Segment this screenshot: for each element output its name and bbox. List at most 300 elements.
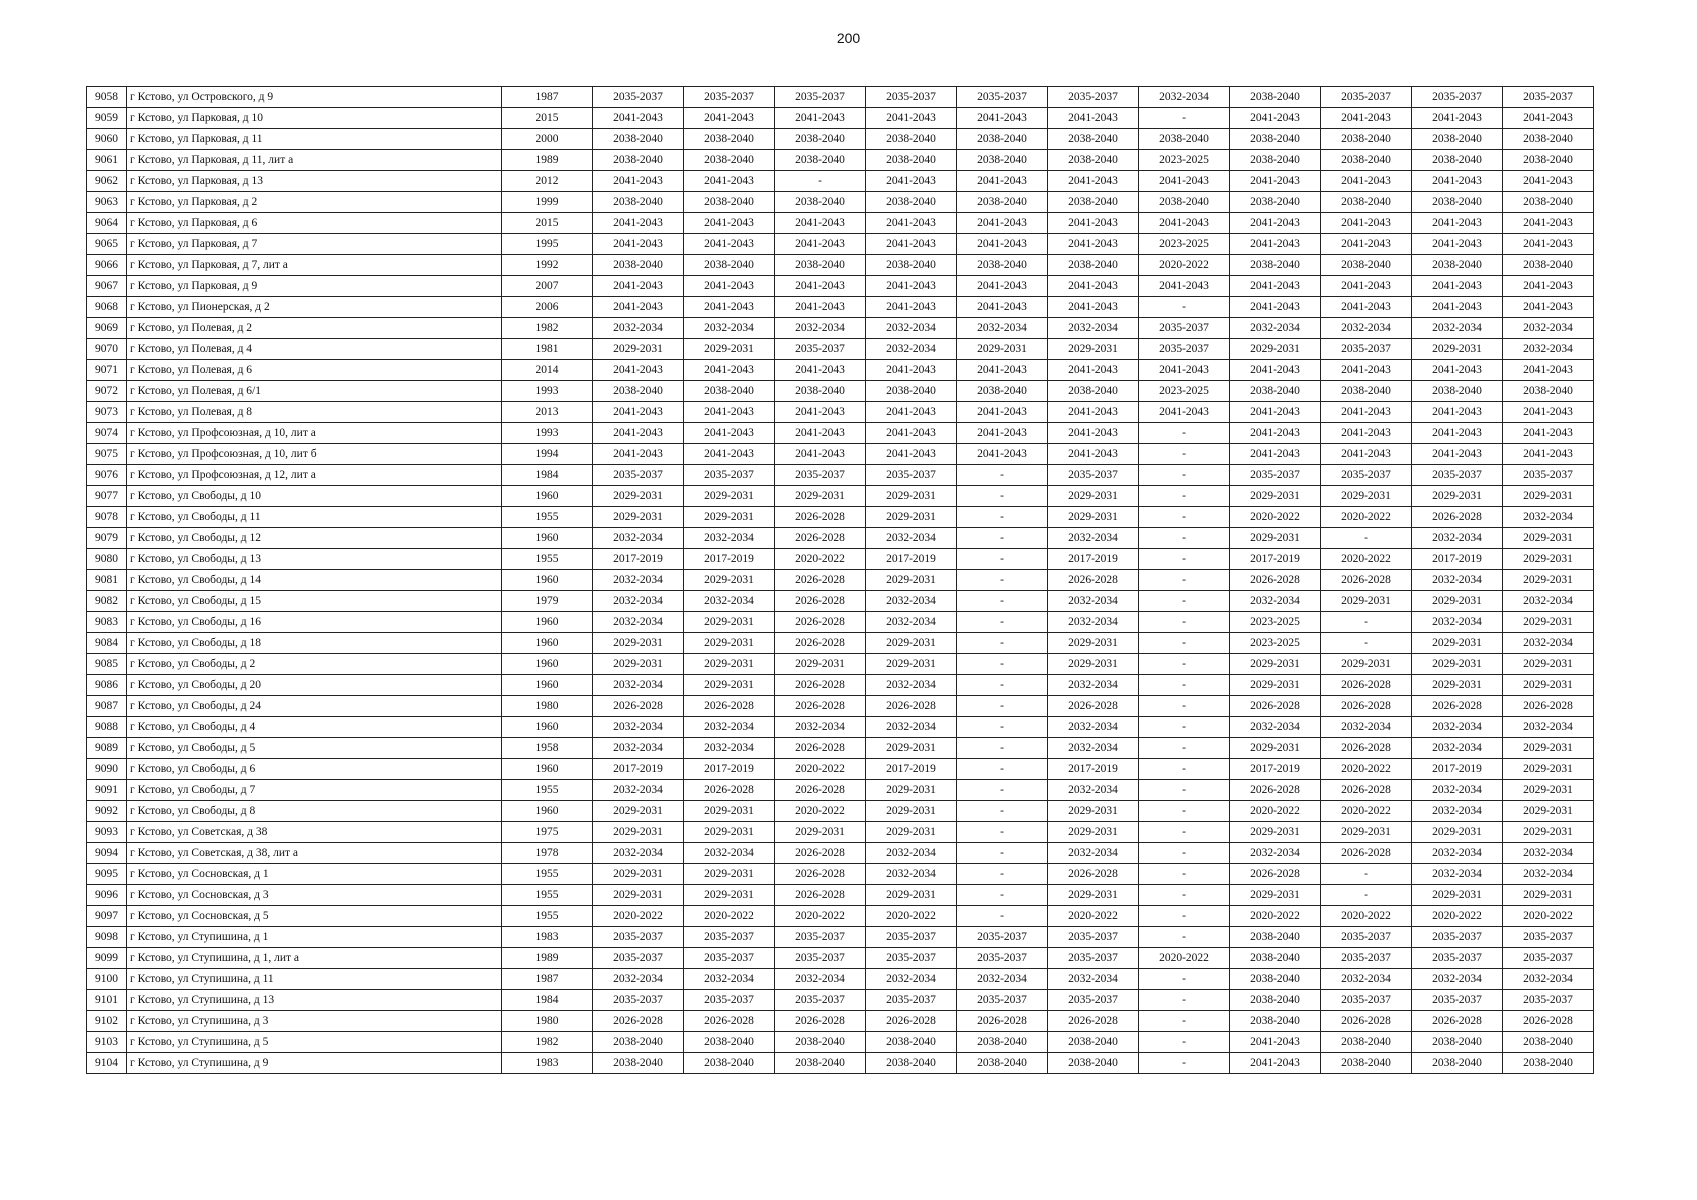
cell-period-10: 2029-2031 bbox=[1412, 486, 1503, 507]
cell-period-3: - bbox=[775, 171, 866, 192]
cell-period-11: 2029-2031 bbox=[1503, 675, 1594, 696]
cell-period-9: 2026-2028 bbox=[1321, 675, 1412, 696]
cell-address: г Кстово, ул Ступишина, д 5 bbox=[127, 1032, 502, 1053]
cell-period-4: 2035-2037 bbox=[866, 465, 957, 486]
cell-period-3: 2035-2037 bbox=[775, 339, 866, 360]
cell-period-3: 2026-2028 bbox=[775, 612, 866, 633]
cell-period-3: 2026-2028 bbox=[775, 864, 866, 885]
cell-period-4: 2035-2037 bbox=[866, 87, 957, 108]
cell-period-11: 2029-2031 bbox=[1503, 612, 1594, 633]
cell-period-3: 2020-2022 bbox=[775, 549, 866, 570]
cell-period-2: 2041-2043 bbox=[684, 444, 775, 465]
cell-period-1: 2041-2043 bbox=[593, 444, 684, 465]
cell-period-5: 2041-2043 bbox=[957, 444, 1048, 465]
cell-address: г Кстово, ул Полевая, д 6 bbox=[127, 360, 502, 381]
cell-record-number: 9087 bbox=[87, 696, 127, 717]
cell-period-1: 2041-2043 bbox=[593, 108, 684, 129]
cell-period-9: 2041-2043 bbox=[1321, 171, 1412, 192]
cell-period-5: 2038-2040 bbox=[957, 150, 1048, 171]
cell-period-8: 2029-2031 bbox=[1230, 675, 1321, 696]
cell-period-5: 2041-2043 bbox=[957, 360, 1048, 381]
cell-period-7: - bbox=[1139, 549, 1230, 570]
cell-period-10: 2041-2043 bbox=[1412, 213, 1503, 234]
cell-period-10: 2035-2037 bbox=[1412, 927, 1503, 948]
cell-period-9: 2038-2040 bbox=[1321, 150, 1412, 171]
cell-period-8: 2038-2040 bbox=[1230, 129, 1321, 150]
cell-period-8: 2038-2040 bbox=[1230, 948, 1321, 969]
cell-address: г Кстово, ул Свободы, д 12 bbox=[127, 528, 502, 549]
cell-build-year: 2000 bbox=[502, 129, 593, 150]
cell-address: г Кстово, ул Парковая, д 11, лит а bbox=[127, 150, 502, 171]
cell-address: г Кстово, ул Свободы, д 7 bbox=[127, 780, 502, 801]
cell-period-11: 2038-2040 bbox=[1503, 150, 1594, 171]
cell-period-5: - bbox=[957, 843, 1048, 864]
cell-period-2: 2026-2028 bbox=[684, 1011, 775, 1032]
cell-period-10: 2035-2037 bbox=[1412, 87, 1503, 108]
cell-record-number: 9084 bbox=[87, 633, 127, 654]
cell-period-11: 2032-2034 bbox=[1503, 864, 1594, 885]
cell-record-number: 9091 bbox=[87, 780, 127, 801]
cell-period-6: 2038-2040 bbox=[1048, 255, 1139, 276]
cell-period-9: - bbox=[1321, 633, 1412, 654]
cell-period-6: 2032-2034 bbox=[1048, 738, 1139, 759]
cell-period-10: 2041-2043 bbox=[1412, 423, 1503, 444]
cell-build-year: 1960 bbox=[502, 759, 593, 780]
table-row bbox=[87, 675, 1594, 696]
cell-period-1: 2032-2034 bbox=[593, 717, 684, 738]
cell-period-5: 2041-2043 bbox=[957, 297, 1048, 318]
cell-period-2: 2029-2031 bbox=[684, 507, 775, 528]
cell-period-5: - bbox=[957, 465, 1048, 486]
cell-period-2: 2035-2037 bbox=[684, 87, 775, 108]
cell-period-9: 2026-2028 bbox=[1321, 738, 1412, 759]
cell-period-2: 2041-2043 bbox=[684, 171, 775, 192]
cell-period-9: - bbox=[1321, 528, 1412, 549]
cell-period-8: 2041-2043 bbox=[1230, 423, 1321, 444]
cell-period-2: 2029-2031 bbox=[684, 654, 775, 675]
cell-period-11: 2041-2043 bbox=[1503, 108, 1594, 129]
cell-period-4: 2026-2028 bbox=[866, 1011, 957, 1032]
cell-period-7: - bbox=[1139, 822, 1230, 843]
cell-period-5: 2026-2028 bbox=[957, 1011, 1048, 1032]
cell-build-year: 1984 bbox=[502, 990, 593, 1011]
cell-period-6: 2041-2043 bbox=[1048, 423, 1139, 444]
cell-period-3: 2026-2028 bbox=[775, 633, 866, 654]
cell-period-2: 2020-2022 bbox=[684, 906, 775, 927]
cell-period-9: 2041-2043 bbox=[1321, 276, 1412, 297]
cell-build-year: 1982 bbox=[502, 1032, 593, 1053]
cell-period-6: 2035-2037 bbox=[1048, 948, 1139, 969]
cell-period-7: - bbox=[1139, 1053, 1230, 1074]
table-row bbox=[87, 1053, 1594, 1074]
cell-address: г Кстово, ул Свободы, д 13 bbox=[127, 549, 502, 570]
cell-record-number: 9093 bbox=[87, 822, 127, 843]
cell-build-year: 1955 bbox=[502, 549, 593, 570]
cell-period-4: 2035-2037 bbox=[866, 990, 957, 1011]
cell-address: г Кстово, ул Ступишина, д 3 bbox=[127, 1011, 502, 1032]
cell-period-4: 2029-2031 bbox=[866, 801, 957, 822]
cell-period-2: 2026-2028 bbox=[684, 696, 775, 717]
cell-period-2: 2029-2031 bbox=[684, 486, 775, 507]
cell-period-4: 2041-2043 bbox=[866, 276, 957, 297]
cell-period-2: 2038-2040 bbox=[684, 1032, 775, 1053]
cell-period-2: 2035-2037 bbox=[684, 948, 775, 969]
cell-address: г Кстово, ул Свободы, д 8 bbox=[127, 801, 502, 822]
cell-period-9: 2020-2022 bbox=[1321, 549, 1412, 570]
cell-period-6: 2032-2034 bbox=[1048, 843, 1139, 864]
cell-period-11: 2026-2028 bbox=[1503, 1011, 1594, 1032]
cell-period-4: 2032-2034 bbox=[866, 591, 957, 612]
cell-period-9: 2035-2037 bbox=[1321, 990, 1412, 1011]
cell-period-10: 2017-2019 bbox=[1412, 759, 1503, 780]
cell-period-3: 2035-2037 bbox=[775, 927, 866, 948]
cell-record-number: 9100 bbox=[87, 969, 127, 990]
table-row bbox=[87, 927, 1594, 948]
cell-period-9: 2020-2022 bbox=[1321, 759, 1412, 780]
cell-period-4: 2041-2043 bbox=[866, 297, 957, 318]
cell-build-year: 1960 bbox=[502, 486, 593, 507]
cell-period-3: 2038-2040 bbox=[775, 129, 866, 150]
cell-period-4: 2032-2034 bbox=[866, 717, 957, 738]
cell-period-1: 2038-2040 bbox=[593, 129, 684, 150]
cell-record-number: 9080 bbox=[87, 549, 127, 570]
cell-period-3: 2026-2028 bbox=[775, 780, 866, 801]
cell-period-4: 2029-2031 bbox=[866, 507, 957, 528]
cell-period-3: 2032-2034 bbox=[775, 318, 866, 339]
cell-period-5: 2041-2043 bbox=[957, 423, 1048, 444]
cell-period-7: - bbox=[1139, 423, 1230, 444]
cell-build-year: 2013 bbox=[502, 402, 593, 423]
cell-build-year: 1955 bbox=[502, 906, 593, 927]
table-row bbox=[87, 192, 1594, 213]
cell-record-number: 9097 bbox=[87, 906, 127, 927]
cell-period-11: 2020-2022 bbox=[1503, 906, 1594, 927]
cell-period-8: 2041-2043 bbox=[1230, 171, 1321, 192]
cell-period-6: 2038-2040 bbox=[1048, 1032, 1139, 1053]
cell-period-2: 2029-2031 bbox=[684, 612, 775, 633]
cell-period-6: 2041-2043 bbox=[1048, 171, 1139, 192]
table-row bbox=[87, 444, 1594, 465]
cell-period-3: 2038-2040 bbox=[775, 1053, 866, 1074]
table-row bbox=[87, 255, 1594, 276]
cell-period-2: 2041-2043 bbox=[684, 402, 775, 423]
cell-period-3: 2038-2040 bbox=[775, 150, 866, 171]
cell-period-5: - bbox=[957, 486, 1048, 507]
table-row bbox=[87, 591, 1594, 612]
cell-period-8: 2038-2040 bbox=[1230, 927, 1321, 948]
cell-build-year: 1955 bbox=[502, 864, 593, 885]
cell-period-4: 2038-2040 bbox=[866, 1053, 957, 1074]
cell-period-6: 2032-2034 bbox=[1048, 717, 1139, 738]
cell-build-year: 1960 bbox=[502, 675, 593, 696]
cell-record-number: 9064 bbox=[87, 213, 127, 234]
cell-period-7: - bbox=[1139, 990, 1230, 1011]
table-row bbox=[87, 612, 1594, 633]
cell-period-5: - bbox=[957, 696, 1048, 717]
cell-period-1: 2038-2040 bbox=[593, 1053, 684, 1074]
cell-period-2: 2017-2019 bbox=[684, 549, 775, 570]
cell-record-number: 9068 bbox=[87, 297, 127, 318]
cell-period-3: 2041-2043 bbox=[775, 402, 866, 423]
cell-address: г Кстово, ул Пионерская, д 2 bbox=[127, 297, 502, 318]
cell-period-8: 2029-2031 bbox=[1230, 528, 1321, 549]
cell-period-10: 2026-2028 bbox=[1412, 696, 1503, 717]
cell-period-1: 2041-2043 bbox=[593, 423, 684, 444]
cell-period-2: 2029-2031 bbox=[684, 633, 775, 654]
cell-record-number: 9081 bbox=[87, 570, 127, 591]
cell-period-9: 2041-2043 bbox=[1321, 423, 1412, 444]
cell-period-3: 2029-2031 bbox=[775, 654, 866, 675]
table-row bbox=[87, 801, 1594, 822]
cell-address: г Кстово, ул Парковая, д 7, лит а bbox=[127, 255, 502, 276]
cell-period-4: 2029-2031 bbox=[866, 822, 957, 843]
cell-period-5: - bbox=[957, 864, 1048, 885]
cell-period-3: 2032-2034 bbox=[775, 969, 866, 990]
cell-record-number: 9059 bbox=[87, 108, 127, 129]
cell-record-number: 9094 bbox=[87, 843, 127, 864]
cell-period-7: - bbox=[1139, 1032, 1230, 1053]
cell-period-6: 2041-2043 bbox=[1048, 108, 1139, 129]
table-row bbox=[87, 570, 1594, 591]
cell-record-number: 9067 bbox=[87, 276, 127, 297]
cell-period-7: - bbox=[1139, 864, 1230, 885]
table-row bbox=[87, 507, 1594, 528]
cell-period-8: 2038-2040 bbox=[1230, 255, 1321, 276]
cell-period-3: 2035-2037 bbox=[775, 465, 866, 486]
cell-period-7: 2041-2043 bbox=[1139, 171, 1230, 192]
cell-period-7: 2038-2040 bbox=[1139, 129, 1230, 150]
cell-period-10: 2038-2040 bbox=[1412, 129, 1503, 150]
cell-period-8: 2038-2040 bbox=[1230, 990, 1321, 1011]
cell-period-9: 2041-2043 bbox=[1321, 108, 1412, 129]
cell-address: г Кстово, ул Полевая, д 4 bbox=[127, 339, 502, 360]
cell-period-6: 2032-2034 bbox=[1048, 675, 1139, 696]
cell-period-6: 2041-2043 bbox=[1048, 213, 1139, 234]
cell-period-11: 2035-2037 bbox=[1503, 948, 1594, 969]
cell-build-year: 1960 bbox=[502, 801, 593, 822]
cell-period-7: 2035-2037 bbox=[1139, 339, 1230, 360]
cell-build-year: 1979 bbox=[502, 591, 593, 612]
cell-period-3: 2029-2031 bbox=[775, 822, 866, 843]
cell-period-2: 2029-2031 bbox=[684, 864, 775, 885]
table-row bbox=[87, 297, 1594, 318]
cell-period-2: 2035-2037 bbox=[684, 990, 775, 1011]
cell-period-4: 2038-2040 bbox=[866, 150, 957, 171]
cell-period-4: 2032-2034 bbox=[866, 864, 957, 885]
cell-period-8: 2041-2043 bbox=[1230, 360, 1321, 381]
cell-period-3: 2041-2043 bbox=[775, 297, 866, 318]
cell-record-number: 9076 bbox=[87, 465, 127, 486]
cell-period-2: 2038-2040 bbox=[684, 192, 775, 213]
cell-period-10: 2032-2034 bbox=[1412, 570, 1503, 591]
cell-period-6: 2041-2043 bbox=[1048, 444, 1139, 465]
cell-build-year: 1975 bbox=[502, 822, 593, 843]
cell-period-10: 2038-2040 bbox=[1412, 192, 1503, 213]
cell-period-7: - bbox=[1139, 507, 1230, 528]
cell-period-11: 2032-2034 bbox=[1503, 318, 1594, 339]
cell-period-1: 2032-2034 bbox=[593, 780, 684, 801]
cell-address: г Кстово, ул Профсоюзная, д 10, лит б bbox=[127, 444, 502, 465]
cell-address: г Кстово, ул Свободы, д 11 bbox=[127, 507, 502, 528]
table-row bbox=[87, 318, 1594, 339]
cell-period-11: 2038-2040 bbox=[1503, 129, 1594, 150]
cell-period-2: 2032-2034 bbox=[684, 528, 775, 549]
cell-period-11: 2029-2031 bbox=[1503, 801, 1594, 822]
cell-period-9: 2032-2034 bbox=[1321, 318, 1412, 339]
cell-period-8: 2041-2043 bbox=[1230, 234, 1321, 255]
cell-period-10: 2041-2043 bbox=[1412, 108, 1503, 129]
cell-period-1: 2035-2037 bbox=[593, 87, 684, 108]
cell-period-3: 2026-2028 bbox=[775, 591, 866, 612]
cell-period-6: 2041-2043 bbox=[1048, 297, 1139, 318]
cell-period-4: 2029-2031 bbox=[866, 654, 957, 675]
cell-period-5: - bbox=[957, 822, 1048, 843]
cell-period-3: 2038-2040 bbox=[775, 192, 866, 213]
cell-period-4: 2029-2031 bbox=[866, 738, 957, 759]
cell-record-number: 9070 bbox=[87, 339, 127, 360]
cell-period-1: 2032-2034 bbox=[593, 528, 684, 549]
cell-period-2: 2029-2031 bbox=[684, 885, 775, 906]
table-row bbox=[87, 129, 1594, 150]
cell-period-5: - bbox=[957, 906, 1048, 927]
cell-period-5: 2041-2043 bbox=[957, 108, 1048, 129]
cell-build-year: 1995 bbox=[502, 234, 593, 255]
table-row bbox=[87, 423, 1594, 444]
cell-period-11: 2041-2043 bbox=[1503, 360, 1594, 381]
cell-period-3: 2020-2022 bbox=[775, 801, 866, 822]
cell-period-4: 2029-2031 bbox=[866, 633, 957, 654]
cell-period-1: 2038-2040 bbox=[593, 381, 684, 402]
cell-period-2: 2032-2034 bbox=[684, 318, 775, 339]
cell-period-9: - bbox=[1321, 885, 1412, 906]
cell-period-9: 2038-2040 bbox=[1321, 192, 1412, 213]
cell-period-4: 2038-2040 bbox=[866, 255, 957, 276]
cell-period-10: 2029-2031 bbox=[1412, 885, 1503, 906]
cell-period-7: 2041-2043 bbox=[1139, 213, 1230, 234]
cell-record-number: 9062 bbox=[87, 171, 127, 192]
cell-period-4: 2041-2043 bbox=[866, 213, 957, 234]
cell-address: г Кстово, ул Парковая, д 2 bbox=[127, 192, 502, 213]
cell-period-4: 2041-2043 bbox=[866, 402, 957, 423]
table-row bbox=[87, 381, 1594, 402]
cell-period-3: 2020-2022 bbox=[775, 906, 866, 927]
cell-period-8: 2038-2040 bbox=[1230, 381, 1321, 402]
cell-period-9: 2026-2028 bbox=[1321, 696, 1412, 717]
cell-period-10: 2041-2043 bbox=[1412, 402, 1503, 423]
cell-period-7: - bbox=[1139, 633, 1230, 654]
cell-period-11: 2035-2037 bbox=[1503, 927, 1594, 948]
cell-period-8: 2038-2040 bbox=[1230, 192, 1321, 213]
cell-record-number: 9083 bbox=[87, 612, 127, 633]
table-row bbox=[87, 717, 1594, 738]
cell-period-2: 2029-2031 bbox=[684, 675, 775, 696]
cell-period-5: 2038-2040 bbox=[957, 192, 1048, 213]
cell-period-10: 2029-2031 bbox=[1412, 675, 1503, 696]
cell-period-6: 2029-2031 bbox=[1048, 507, 1139, 528]
cell-period-2: 2029-2031 bbox=[684, 801, 775, 822]
cell-period-7: 2032-2034 bbox=[1139, 87, 1230, 108]
cell-period-1: 2038-2040 bbox=[593, 255, 684, 276]
cell-period-1: 2035-2037 bbox=[593, 948, 684, 969]
cell-address: г Кстово, ул Профсоюзная, д 10, лит а bbox=[127, 423, 502, 444]
registry-table-body bbox=[87, 87, 1594, 1074]
cell-period-10: 2020-2022 bbox=[1412, 906, 1503, 927]
cell-period-10: 2032-2034 bbox=[1412, 780, 1503, 801]
cell-period-8: 2026-2028 bbox=[1230, 570, 1321, 591]
cell-period-3: 2026-2028 bbox=[775, 675, 866, 696]
cell-period-11: 2038-2040 bbox=[1503, 381, 1594, 402]
cell-period-11: 2038-2040 bbox=[1503, 192, 1594, 213]
cell-period-11: 2041-2043 bbox=[1503, 171, 1594, 192]
cell-period-6: 2038-2040 bbox=[1048, 1053, 1139, 1074]
cell-period-3: 2020-2022 bbox=[775, 759, 866, 780]
cell-period-8: 2041-2043 bbox=[1230, 213, 1321, 234]
cell-build-year: 1955 bbox=[502, 885, 593, 906]
cell-address: г Кстово, ул Свободы, д 14 bbox=[127, 570, 502, 591]
cell-period-2: 2029-2031 bbox=[684, 570, 775, 591]
cell-period-6: 2026-2028 bbox=[1048, 696, 1139, 717]
cell-period-8: 2032-2034 bbox=[1230, 843, 1321, 864]
cell-period-9: 2026-2028 bbox=[1321, 780, 1412, 801]
cell-record-number: 9071 bbox=[87, 360, 127, 381]
cell-period-8: 2035-2037 bbox=[1230, 465, 1321, 486]
cell-period-4: 2029-2031 bbox=[866, 570, 957, 591]
cell-period-9: 2041-2043 bbox=[1321, 444, 1412, 465]
cell-record-number: 9078 bbox=[87, 507, 127, 528]
cell-period-4: 2041-2043 bbox=[866, 108, 957, 129]
cell-period-10: 2041-2043 bbox=[1412, 444, 1503, 465]
cell-period-6: 2017-2019 bbox=[1048, 549, 1139, 570]
cell-period-11: 2032-2034 bbox=[1503, 843, 1594, 864]
cell-period-4: 2041-2043 bbox=[866, 423, 957, 444]
cell-period-8: 2041-2043 bbox=[1230, 276, 1321, 297]
cell-build-year: 2014 bbox=[502, 360, 593, 381]
cell-record-number: 9099 bbox=[87, 948, 127, 969]
cell-period-5: 2032-2034 bbox=[957, 969, 1048, 990]
cell-period-9: 2041-2043 bbox=[1321, 360, 1412, 381]
cell-address: г Кстово, ул Сосновская, д 1 bbox=[127, 864, 502, 885]
cell-period-5: - bbox=[957, 528, 1048, 549]
table-row bbox=[87, 696, 1594, 717]
cell-period-6: 2041-2043 bbox=[1048, 234, 1139, 255]
cell-build-year: 1960 bbox=[502, 717, 593, 738]
cell-period-5: - bbox=[957, 801, 1048, 822]
cell-address: г Кстово, ул Профсоюзная, д 12, лит а bbox=[127, 465, 502, 486]
cell-period-3: 2041-2043 bbox=[775, 276, 866, 297]
cell-period-11: 2041-2043 bbox=[1503, 276, 1594, 297]
cell-period-8: 2038-2040 bbox=[1230, 1011, 1321, 1032]
table-row bbox=[87, 528, 1594, 549]
cell-address: г Кстово, ул Ступишина, д 1, лит а bbox=[127, 948, 502, 969]
cell-period-7: 2041-2043 bbox=[1139, 276, 1230, 297]
cell-period-4: 2020-2022 bbox=[866, 906, 957, 927]
cell-period-7: 2023-2025 bbox=[1139, 150, 1230, 171]
cell-period-9: 2029-2031 bbox=[1321, 486, 1412, 507]
cell-period-8: 2020-2022 bbox=[1230, 801, 1321, 822]
table-row bbox=[87, 213, 1594, 234]
cell-address: г Кстово, ул Островского, д 9 bbox=[127, 87, 502, 108]
cell-period-7: - bbox=[1139, 759, 1230, 780]
cell-period-4: 2041-2043 bbox=[866, 360, 957, 381]
cell-record-number: 9089 bbox=[87, 738, 127, 759]
cell-period-4: 2041-2043 bbox=[866, 234, 957, 255]
cell-period-11: 2032-2034 bbox=[1503, 717, 1594, 738]
cell-period-6: 2026-2028 bbox=[1048, 1011, 1139, 1032]
cell-record-number: 9088 bbox=[87, 717, 127, 738]
table-row bbox=[87, 360, 1594, 381]
cell-period-3: 2035-2037 bbox=[775, 990, 866, 1011]
cell-period-11: 2029-2031 bbox=[1503, 822, 1594, 843]
